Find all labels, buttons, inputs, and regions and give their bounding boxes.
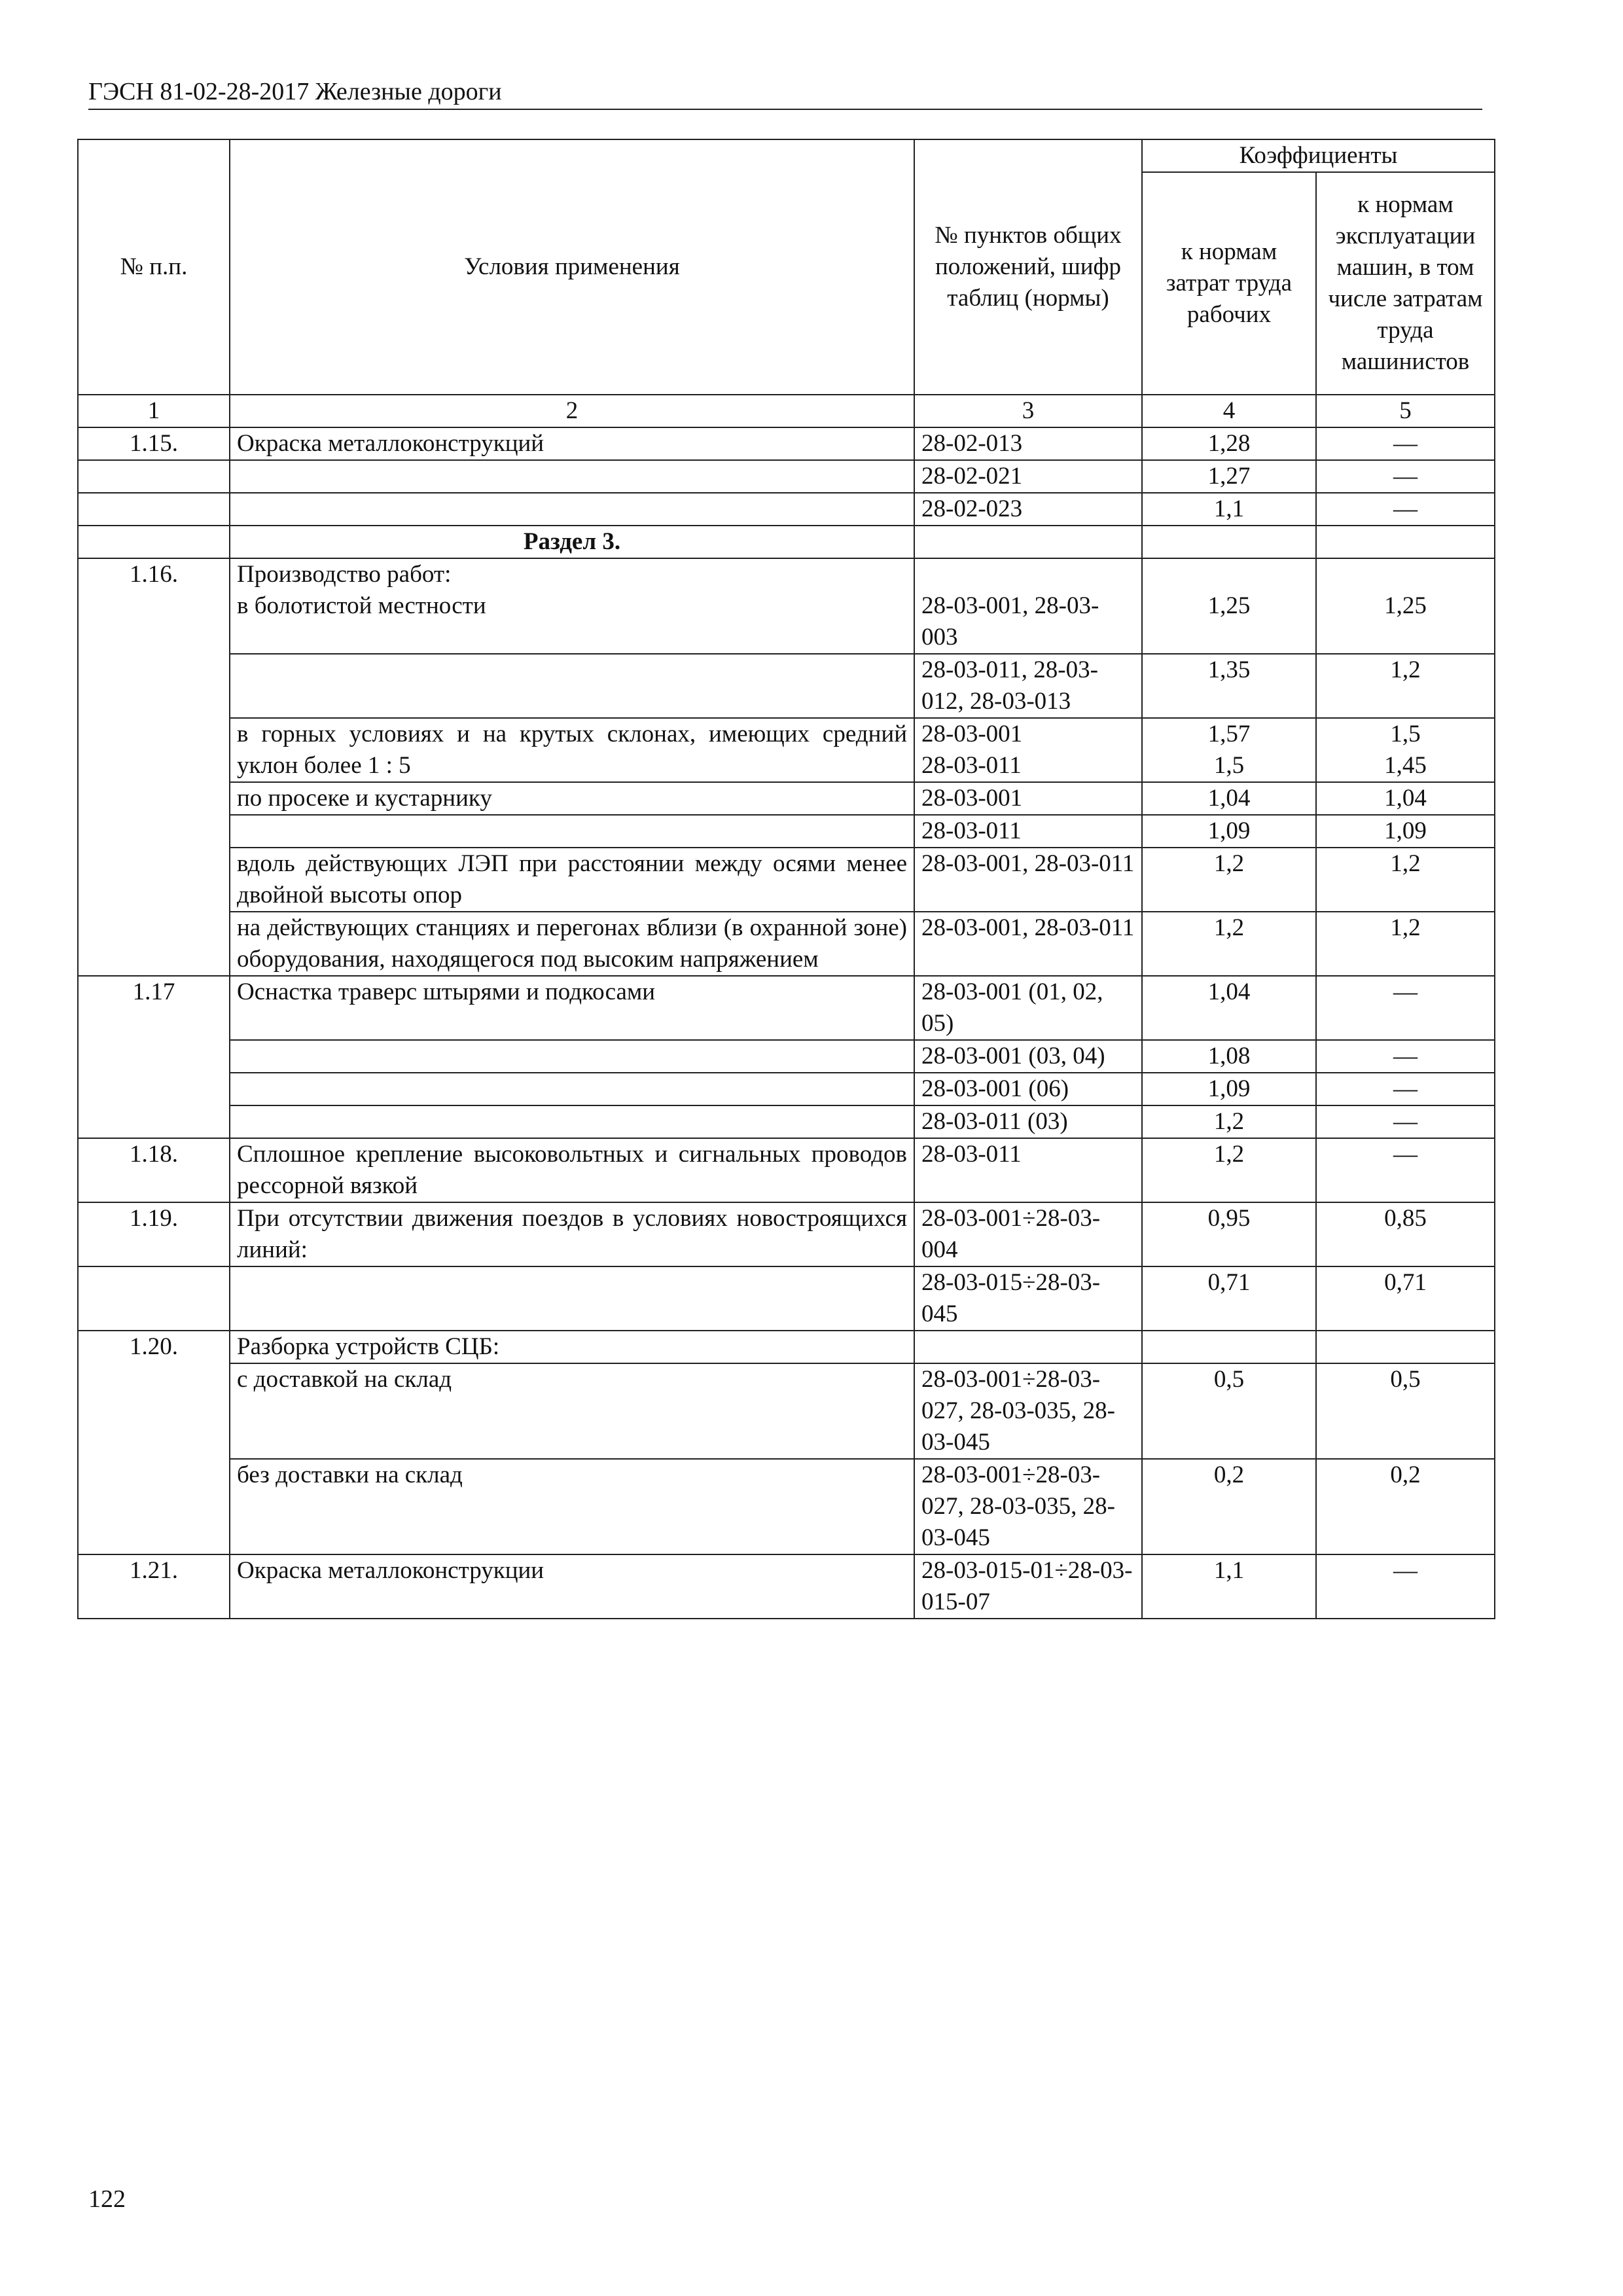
table-row — [78, 1266, 1495, 1331]
row-num — [78, 526, 230, 558]
row-coef-labor: 1,2 — [1142, 1138, 1316, 1202]
row-condition — [230, 460, 914, 493]
row-coef-machines: — — [1316, 1040, 1495, 1073]
code-text: 28-03-001 — [921, 721, 1023, 747]
col-number-4: 4 — [1142, 395, 1316, 427]
row-coef-labor: 0,5 — [1142, 1363, 1316, 1459]
row-coef-machines: 1,04 — [1316, 782, 1495, 815]
row-coef-labor: 0,95 — [1142, 1202, 1316, 1266]
row-coef-machines — [1316, 1331, 1495, 1363]
row-num: 1.20. — [78, 1331, 230, 1554]
header-coef-machines: к нормам эксплуатации машин, в том числе затратам труда машинистов — [1316, 172, 1495, 395]
header-coefficients: Коэффициенты — [1142, 139, 1495, 172]
row-coef-machines — [1316, 718, 1495, 782]
row-code: 28-03-011 (03) — [914, 1105, 1142, 1138]
table-row — [78, 1105, 1495, 1138]
row-coef-machines: — — [1316, 1105, 1495, 1138]
coefficients-table — [77, 139, 1495, 1619]
table-row — [78, 460, 1495, 493]
row-coef-labor: 1,1 — [1142, 1554, 1316, 1619]
table-row — [78, 912, 1495, 976]
row-coef-labor: 1,27 — [1142, 460, 1316, 493]
row-code — [914, 1331, 1142, 1363]
row-code: 28-02-013 — [914, 427, 1142, 460]
row-code — [914, 526, 1142, 558]
table-row — [78, 558, 1495, 654]
header-coef-labor: к нормам затрат труда рабочих — [1142, 172, 1316, 395]
row-code — [914, 558, 1142, 654]
row-num — [78, 460, 230, 493]
row-condition — [230, 1105, 914, 1138]
code-text: 28-03-001, 28-03-003 — [921, 592, 1099, 651]
row-code: 28-03-001 — [914, 782, 1142, 815]
row-code: 28-03-001 (06) — [914, 1073, 1142, 1105]
row-num — [78, 493, 230, 526]
row-coef-machines — [1316, 558, 1495, 654]
row-condition — [230, 654, 914, 718]
row-coef-machines: — — [1316, 1554, 1495, 1619]
row-coef-labor — [1142, 718, 1316, 782]
row-coef-machines: — — [1316, 976, 1495, 1040]
row-coef-labor: 1,35 — [1142, 654, 1316, 718]
condition-title: Производство работ: — [237, 561, 452, 588]
row-condition — [230, 493, 914, 526]
table-row — [78, 1138, 1495, 1202]
row-num: 1.21. — [78, 1554, 230, 1619]
header-items: № пунктов общих положений, шифр таблиц (нормы) — [914, 139, 1142, 395]
row-coef-machines: 1,2 — [1316, 654, 1495, 718]
row-num: 1.15. — [78, 427, 230, 460]
row-code: 28-03-011, 28-03-012, 28-03-013 — [914, 654, 1142, 718]
coef-text: 1,25 — [1207, 592, 1251, 619]
header-conditions: Условия применения — [230, 139, 914, 395]
code-text: 28-03-011 — [921, 752, 1022, 779]
row-coef-labor: 1,04 — [1142, 782, 1316, 815]
row-coef-labor: 1,2 — [1142, 912, 1316, 976]
row-num: 1.19. — [78, 1202, 230, 1266]
row-code — [914, 718, 1142, 782]
row-code: 28-03-015÷28-03-045 — [914, 1266, 1142, 1331]
table-row — [78, 976, 1495, 1040]
row-condition: Сплошное крепление высоковольтных и сигнальных проводов рессорной вязкой — [230, 1138, 914, 1202]
row-num: 1.16. — [78, 558, 230, 976]
row-condition: без доставки на склад — [230, 1459, 914, 1554]
coef-text: 1,25 — [1384, 592, 1427, 619]
row-coef-labor — [1142, 526, 1316, 558]
table-row — [78, 848, 1495, 912]
row-coef-machines: — — [1316, 427, 1495, 460]
row-coef-labor: 0,2 — [1142, 1459, 1316, 1554]
row-condition: Оснастка траверс штырями и подкосами — [230, 976, 914, 1040]
table-row — [78, 654, 1495, 718]
row-coef-machines: — — [1316, 1138, 1495, 1202]
row-coef-labor: 1,2 — [1142, 1105, 1316, 1138]
table-row — [78, 493, 1495, 526]
table-row — [78, 1040, 1495, 1073]
row-coef-machines: 0,85 — [1316, 1202, 1495, 1266]
table-row — [78, 815, 1495, 848]
page-number: 122 — [88, 2185, 126, 2213]
row-code: 28-03-001÷28-03-027, 28-03-035, 28-03-045 — [914, 1363, 1142, 1459]
table-row — [78, 1459, 1495, 1554]
row-coef-machines: 1,09 — [1316, 815, 1495, 848]
row-condition: Разборка устройств СЦБ: — [230, 1331, 914, 1363]
table-row — [78, 1554, 1495, 1619]
row-code: 28-03-001 (03, 04) — [914, 1040, 1142, 1073]
table-row — [78, 526, 1495, 558]
table-row — [78, 718, 1495, 782]
row-condition: с доставкой на склад — [230, 1363, 914, 1459]
row-code: 28-03-001÷28-03-004 — [914, 1202, 1142, 1266]
row-coef-machines: — — [1316, 1073, 1495, 1105]
col-number-1: 1 — [78, 395, 230, 427]
row-code: 28-03-011 — [914, 1138, 1142, 1202]
row-coef-labor: 0,71 — [1142, 1266, 1316, 1331]
row-code: 28-03-011 — [914, 815, 1142, 848]
row-coef-labor: 1,1 — [1142, 493, 1316, 526]
row-coef-machines — [1316, 526, 1495, 558]
coef-text: 1,45 — [1384, 752, 1427, 779]
row-code: 28-03-001, 28-03-011 — [914, 848, 1142, 912]
row-coef-labor: 1,08 — [1142, 1040, 1316, 1073]
coef-text: 1,57 — [1207, 721, 1251, 747]
col-number-5: 5 — [1316, 395, 1495, 427]
row-coef-labor: 1,09 — [1142, 1073, 1316, 1105]
table-row — [78, 1073, 1495, 1105]
row-condition: При отсутствии движения поездов в условиях новостроящихся линий: — [230, 1202, 914, 1266]
row-coef-labor: 1,04 — [1142, 976, 1316, 1040]
table-row — [78, 1331, 1495, 1363]
table-row — [78, 782, 1495, 815]
coef-text: 1,5 — [1213, 752, 1245, 779]
row-coef-machines: 0,71 — [1316, 1266, 1495, 1331]
row-code: 28-03-001 (01, 02, 05) — [914, 976, 1142, 1040]
row-condition: на действующих станциях и перегонах вблизи (в охранной зоне) оборудования, находящегося под высоким напряжением — [230, 912, 914, 976]
row-coef-labor: 1,09 — [1142, 815, 1316, 848]
table-row — [78, 1202, 1495, 1266]
table-row — [78, 427, 1495, 460]
row-coef-machines: 0,2 — [1316, 1459, 1495, 1554]
col-number-2: 2 — [230, 395, 914, 427]
row-code: 28-03-015-01÷28-03-015-07 — [914, 1554, 1142, 1619]
row-coef-labor — [1142, 558, 1316, 654]
row-condition — [230, 1040, 914, 1073]
coef-text: 1,5 — [1390, 721, 1421, 747]
row-condition: в горных условиях и на крутых склонах, имеющих средний уклон более 1 : 5 — [230, 718, 914, 782]
row-coef-machines: — — [1316, 460, 1495, 493]
section-title: Раздел 3. — [230, 526, 914, 558]
row-code: 28-03-001÷28-03-027, 28-03-035, 28-03-045 — [914, 1459, 1142, 1554]
row-coef-labor: 1,2 — [1142, 848, 1316, 912]
row-num: 1.18. — [78, 1138, 230, 1202]
row-condition: Окраска металлоконструкций — [230, 427, 914, 460]
row-code: 28-02-021 — [914, 460, 1142, 493]
running-header: ГЭСН 81-02-28-2017 Железные дороги — [88, 78, 502, 105]
row-condition — [230, 1266, 914, 1331]
row-coef-machines: 0,5 — [1316, 1363, 1495, 1459]
row-condition: Окраска металлоконструкции — [230, 1554, 914, 1619]
row-code: 28-02-023 — [914, 493, 1142, 526]
row-code: 28-03-001, 28-03-011 — [914, 912, 1142, 976]
row-condition — [230, 815, 914, 848]
header-num: № п.п. — [78, 139, 230, 395]
row-num — [78, 1266, 230, 1331]
row-coef-machines: 1,2 — [1316, 912, 1495, 976]
header-rule — [88, 109, 1482, 110]
condition-text: в болотистой местности — [237, 592, 486, 619]
row-condition: вдоль действующих ЛЭП при расстоянии между осями менее двойной высоты опор — [230, 848, 914, 912]
row-coef-labor: 1,28 — [1142, 427, 1316, 460]
row-condition — [230, 558, 914, 654]
row-coef-machines: 1,2 — [1316, 848, 1495, 912]
row-coef-labor — [1142, 1331, 1316, 1363]
row-coef-machines: — — [1316, 493, 1495, 526]
table-row — [78, 1363, 1495, 1459]
row-condition — [230, 1073, 914, 1105]
row-condition: по просеке и кустарнику — [230, 782, 914, 815]
col-number-3: 3 — [914, 395, 1142, 427]
row-num: 1.17 — [78, 976, 230, 1138]
